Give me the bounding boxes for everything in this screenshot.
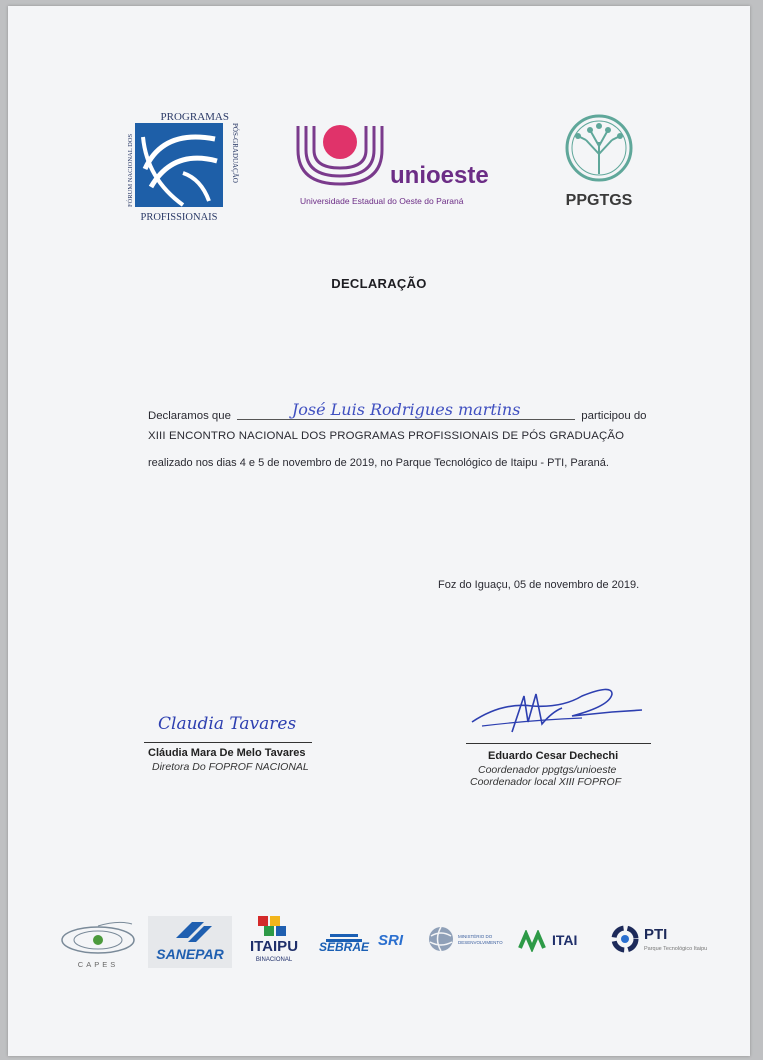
declaration-document <box>8 6 750 1056</box>
foprof-left-text: FÓRUM NACIONAL DOS <box>127 133 134 207</box>
signer-name-1: Cláudia Mara De Melo Tavares <box>148 747 306 759</box>
declaration-prefix: Declaramos que <box>148 410 231 422</box>
ministerio-label: MINISTÉRIO DO DESENVOLVIMENTO <box>458 934 503 945</box>
signer-role-2a: Coordenador ppgtgs/unioeste <box>478 764 617 776</box>
sanepar-logo <box>148 916 232 968</box>
handwritten-signature-2-icon <box>462 682 662 740</box>
capes-eye-icon <box>58 916 138 958</box>
signer-role-2b: Coordenador local XIII FOPROF <box>470 776 622 788</box>
pti-label: PTI <box>644 926 668 943</box>
sponsors-bar <box>58 910 748 980</box>
capes-label: CAPES <box>77 960 119 969</box>
itai-label: ITAI <box>552 932 578 948</box>
itai-wave-icon <box>518 930 550 952</box>
sanepar-label: SANEPAR <box>156 946 224 962</box>
signer-name-2: Eduardo Cesar Dechechi <box>488 750 619 762</box>
tree-circuit-logo-icon <box>554 112 644 184</box>
unioeste-subtitle: Universidade Estadual do Oeste do Paraná <box>300 196 464 206</box>
foprof-logo <box>123 109 253 227</box>
foprof-right-text: PÓS-GRADUAÇÃO <box>231 123 239 183</box>
sebrae-logo <box>316 930 372 960</box>
itaipu-mark-icon <box>242 914 306 938</box>
pti-logo <box>610 924 720 968</box>
signer-role-1: Diretora Do FOPROF NACIONAL <box>152 761 309 773</box>
itaipu-sub-label: BINACIONAL <box>255 957 293 963</box>
handwritten-participant-name: José Luis Rodrigues martins <box>237 400 575 420</box>
signature-line-1 <box>144 742 312 743</box>
declaration-line-2: XIII ENCONTRO NACIONAL DOS PROGRAMAS PROFISSIONAIS DE PÓS GRADUAÇÃO <box>148 430 625 442</box>
globe-icon <box>426 924 456 954</box>
declaration-line-3: realizado nos dias 4 e 5 de novembro de 2019, no Parque Tecnológico de Itaipu - PTI, Paraná. <box>148 457 609 469</box>
foprof-swirl-logo-icon <box>123 109 253 227</box>
document-title: DECLARAÇÃO <box>331 276 427 291</box>
declaration-line-1 <box>148 400 647 424</box>
signature-block-2 <box>454 682 664 802</box>
sri-label: SRI <box>378 932 404 949</box>
place-date: Foz do Iguaçu, 05 de novembro de 2019. <box>438 579 640 591</box>
pti-sub-label: Parque Tecnológico Itaipu <box>644 946 708 952</box>
ppgtgs-name: PPGTGS <box>565 192 633 209</box>
itai-logo <box>518 930 598 960</box>
signature-line-2 <box>466 743 651 744</box>
unioeste-logo <box>292 122 522 214</box>
handwritten-signature-1: Claudia Tavares <box>158 714 297 734</box>
pti-ring-icon <box>610 924 640 954</box>
foprof-bottom-text: PROFISSIONAIS <box>140 212 218 223</box>
unioeste-name: unioeste <box>390 162 489 189</box>
sanepar-waves-icon <box>148 916 232 946</box>
ppgtgs-logo <box>554 112 644 220</box>
foprof-top-text: PROGRAMAS <box>160 111 229 123</box>
sebrae-label: SEBRAE <box>318 940 369 954</box>
declaration-suffix: participou do <box>581 410 647 422</box>
capes-logo <box>58 916 138 974</box>
itaipu-label: ITAIPU <box>249 938 299 955</box>
itaipu-logo <box>242 914 306 970</box>
ministerio-logo <box>426 924 522 960</box>
